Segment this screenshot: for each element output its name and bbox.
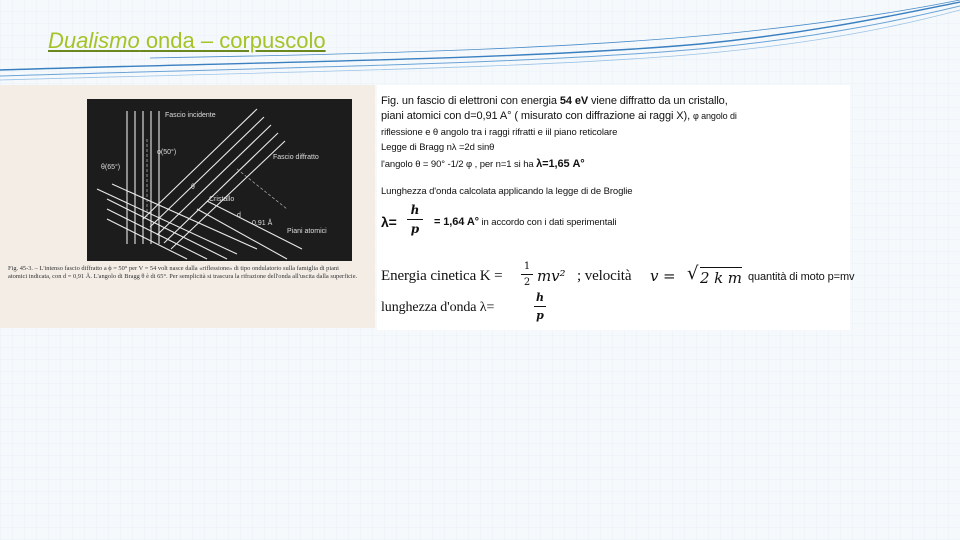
text-line-5: l'angolo θ = 90° -1/2 φ , per n=1 si ha λ=1,65 A° [381,158,585,170]
v-equals: v = [650,267,676,285]
lambda-result: = 1,64 A° in accordo con i dati sperimentali [434,216,617,228]
label-theta: θ [191,184,195,191]
half-fraction: 1 2 [521,261,533,288]
energia-formula: Energia cinetica K = [381,268,503,284]
label-d-value: 0,91 Å [252,220,273,227]
label-cristallo: Cristallo [209,196,235,203]
slide-title: Dualismo onda – corpuscolo [48,28,326,53]
label-fascio-diffratto: Fascio diffratto [273,154,319,161]
lambda-fraction: h p [407,203,423,236]
label-fascio-incidente: Fascio incidente [165,112,216,119]
label-angle-65: θ(65°) [101,164,121,171]
sqrt-symbol: √ [687,263,699,284]
lunghezza-fraction: h p [536,291,544,322]
explanation-panel [377,85,855,330]
diffraction-diagram [87,99,352,261]
label-piani-atomici: Piani atomici [287,228,327,235]
figure-caption: Fig. 45-3. – L'intenso fascio diffratto a ϕ = 50° per V = 54 volt nasce dalla «riflessione» di tipo ondulatorio sulla famiglia di piani atomici indicata, con d = 0,91 Å. L'angolo di Bragg θ è di 65°. Per semplicità si trascura la rifrazione dell'onda all'uscita dalla superficie. [8,265,358,281]
sqrt-body: 2 k m [700,269,742,287]
text-line-3: riflessione e θ angolo tra i raggi rifratti e iil piano reticolare [381,127,618,138]
lambda-equals: λ= [381,214,397,230]
text-line-2: piani atomici con d=0,91 A° ( misurato con diffrazione ai raggi X), φ angolo di [381,110,737,122]
text-line-4: Legge di Bragg nλ =2d sinθ [381,142,495,153]
quantita-moto: quantità di moto p=mv [748,271,855,283]
lunghezza-onda: lunghezza d'onda λ= [381,300,495,315]
diffraction-figure [0,85,375,328]
mv2-term: mv² [537,267,566,285]
text-line-6: Lunghezza d'onda calcolata applicando la legge di de Broglie [381,186,633,197]
velocita-label: ; velocità [577,268,632,284]
label-angle-50: ϕ(50°) [157,149,177,156]
text-line-1: Fig. un fascio di elettroni con energia 54 eV viene diffratto da un cristallo, [381,95,728,107]
label-d: d [237,212,241,219]
